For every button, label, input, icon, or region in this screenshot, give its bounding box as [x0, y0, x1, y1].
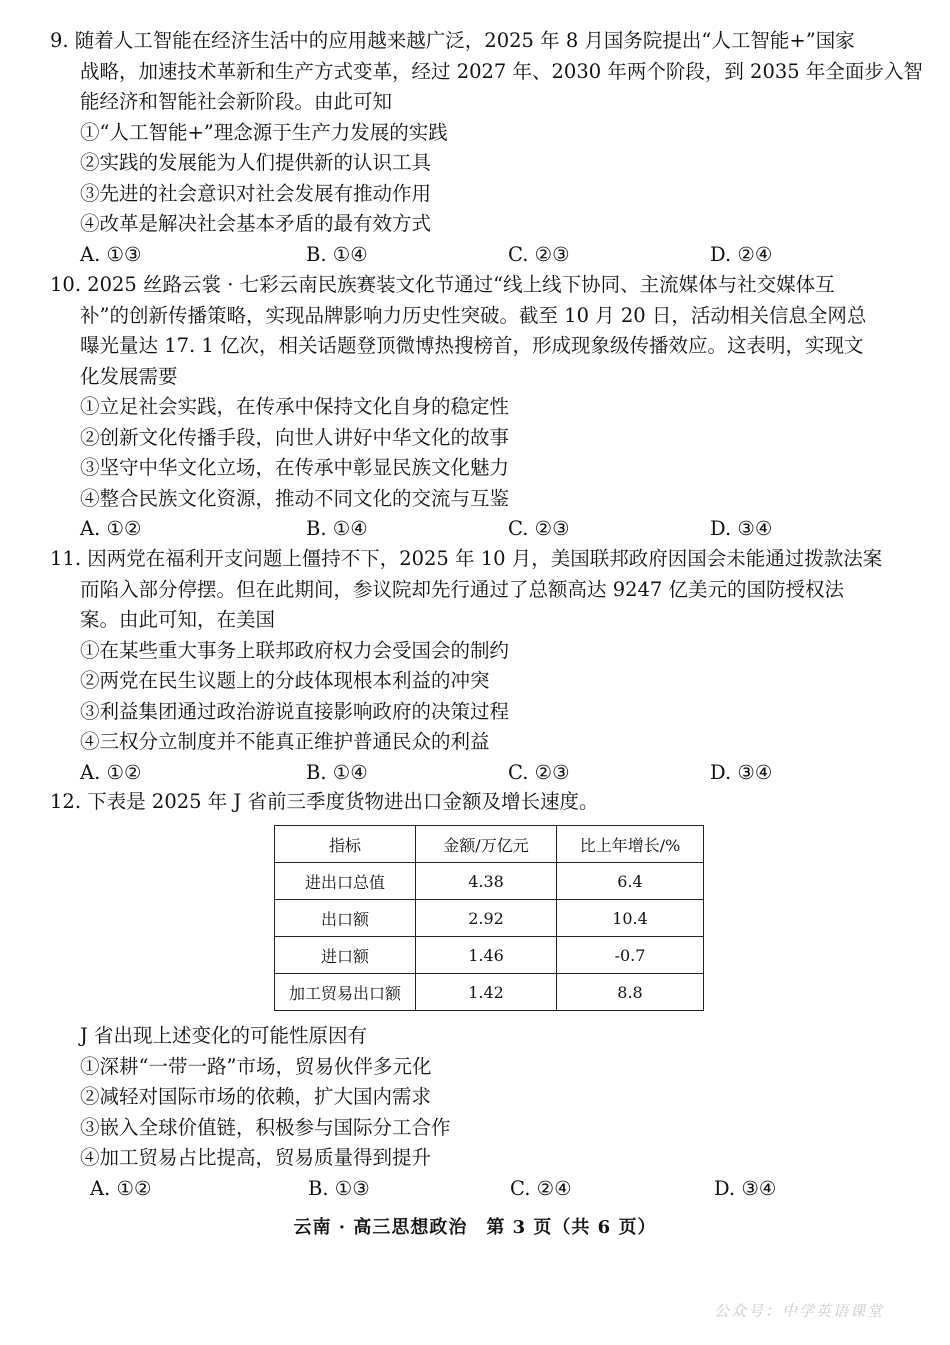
statement-option: ②减轻对国际市场的依赖，扩大国内需求: [80, 1085, 432, 1108]
question-stem-line: 案。由此可知，在美国: [80, 608, 276, 631]
page-footer: 云南 · 高三思想政治 第 3 页（共 6 页）: [293, 1217, 657, 1238]
choice-b: B. ①④: [306, 242, 368, 266]
question-11: [50, 544, 890, 788]
table-header-cell: 金额/万亿元: [416, 826, 557, 863]
statement-option: ④整合民族文化资源，推动不同文化的交流与互鉴: [80, 486, 510, 510]
table-row: [275, 863, 704, 900]
answer-choices: [50, 240, 890, 271]
choice-a: A. ①③: [80, 242, 142, 266]
table-row: [275, 974, 704, 1011]
statement-option: ②两党在民生议题上的分歧体现根本利益的冲突: [80, 669, 490, 692]
answer-choices: [50, 1174, 890, 1205]
answer-choices: [50, 514, 890, 545]
question-stem-line: 能经济和智能社会新阶段。由此可知: [80, 90, 393, 113]
statement-option: ②实践的发展能为人们提供新的认识工具: [80, 151, 432, 174]
table-cell: 6.4: [557, 863, 704, 900]
question-12-continued: [50, 1021, 890, 1204]
table-row: [275, 900, 704, 937]
statement-option: ③利益集团通过政治游说直接影响政府的决策过程: [80, 699, 510, 723]
table-cell: 进出口总值: [275, 863, 416, 900]
table-cell: 4.38: [416, 863, 557, 900]
statement-option: ③嵌入全球价值链，积极参与国际分工合作: [80, 1115, 451, 1139]
statement-option: ④三权分立制度并不能真正维护普通民众的利益: [80, 730, 490, 753]
question-stem-line: 战略，加速技术革新和生产方式变革，经过 2027 年、2030 年两个阶段，到 2035 年全面步入智: [80, 59, 923, 83]
choice-c: C. ②④: [510, 1176, 572, 1200]
question-stem-line: 曝光量达 17. 1 亿次，相关话题登顶微博热搜榜首，形成现象级传播效应。这表明，实现文: [80, 334, 864, 357]
table-header-cell: 指标: [275, 826, 416, 863]
answer-choices: [50, 758, 890, 789]
table-cell: 加工贸易出口额: [275, 974, 416, 1011]
statement-option: ①深耕“一带一路”市场，贸易伙伴多元化: [80, 1054, 432, 1078]
statement-option: ①在某些重大事务上联邦政府权力会受国会的制约: [80, 638, 510, 662]
choice-d: D. ③④: [710, 760, 773, 784]
choice-d: D. ③④: [710, 517, 773, 540]
watermark: 公众号：中学英语课堂: [713, 1302, 884, 1320]
choice-b: B. ①④: [306, 760, 368, 784]
table-cell: 2.92: [416, 900, 557, 937]
question-9: [50, 26, 923, 270]
question-stem-line: 12. 下表是 2025 年 J 省前三季度货物进出口金额及增长速度。: [50, 790, 599, 813]
table-cell: 进口额: [275, 937, 416, 974]
table-cell: 1.42: [416, 974, 557, 1011]
statement-option: ③坚守中华文化立场，在传承中彰显民族文化魅力: [80, 456, 510, 479]
table-row: [275, 937, 704, 974]
statement-option: ①立足社会实践，在传承中保持文化自身的稳定性: [80, 395, 510, 418]
statement-option: ②创新文化传播手段，向世人讲好中华文化的故事: [80, 425, 510, 449]
table-header-row: [275, 826, 704, 863]
choice-b: B. ①④: [306, 517, 368, 540]
choice-d: D. ②④: [710, 242, 773, 266]
choice-c: C. ②③: [508, 517, 570, 540]
table-header-cell: 比上年增长/%: [557, 826, 704, 863]
choice-a: A. ①②: [90, 1176, 152, 1200]
question-stem-line: 补”的创新传播策略，实现品牌影响力历史性突破。截至 10 月 20 日，活动相关信息全网总: [80, 303, 867, 327]
statement-option: ④加工贸易占比提高，贸易质量得到提升: [80, 1146, 432, 1169]
choice-b: B. ①③: [308, 1176, 370, 1200]
choice-c: C. ②③: [508, 760, 570, 784]
statement-option: ③先进的社会意识对社会发展有推动作用: [80, 181, 432, 205]
question-12: [50, 787, 890, 818]
question-10: [50, 270, 890, 545]
question-stem-line: 11. 因两党在福利开支问题上僵持不下，2025 年 10 月，美国联邦政府因国会未能通过拨款法案: [50, 547, 883, 570]
trade-data-table: [274, 825, 704, 1011]
question-stem-line: 10. 2025 丝路云裳 · 七彩云南民族赛装文化节通过“线上线下协同、主流媒体与社交媒体互: [50, 273, 835, 296]
choice-a: A. ①②: [80, 760, 142, 784]
statement-option: ④改革是解决社会基本矛盾的最有效方式: [80, 212, 432, 235]
question-stem-line: 而陷入部分停摆。但在此期间，参议院却先行通过了总额高达 9247 亿美元的国防授权法: [80, 577, 845, 601]
question-stem-line: 9. 随着人工智能在经济生活中的应用越来越广泛，2025 年 8 月国务院提出“人工智能+”国家: [50, 29, 855, 52]
question-stem-line: J 省出现上述变化的可能性原因有: [80, 1024, 368, 1047]
table-cell: 1.46: [416, 937, 557, 974]
table-cell: 10.4: [557, 900, 704, 937]
choice-d: D. ③④: [714, 1176, 777, 1200]
table-cell: -0.7: [557, 937, 704, 974]
choice-c: C. ②③: [508, 242, 570, 266]
choice-a: A. ①②: [80, 517, 142, 540]
statement-option: ①“人工智能+”理念源于生产力发展的实践: [80, 120, 448, 144]
table-cell: 出口额: [275, 900, 416, 937]
question-stem-line: 化发展需要: [80, 364, 178, 388]
table-cell: 8.8: [557, 974, 704, 1011]
